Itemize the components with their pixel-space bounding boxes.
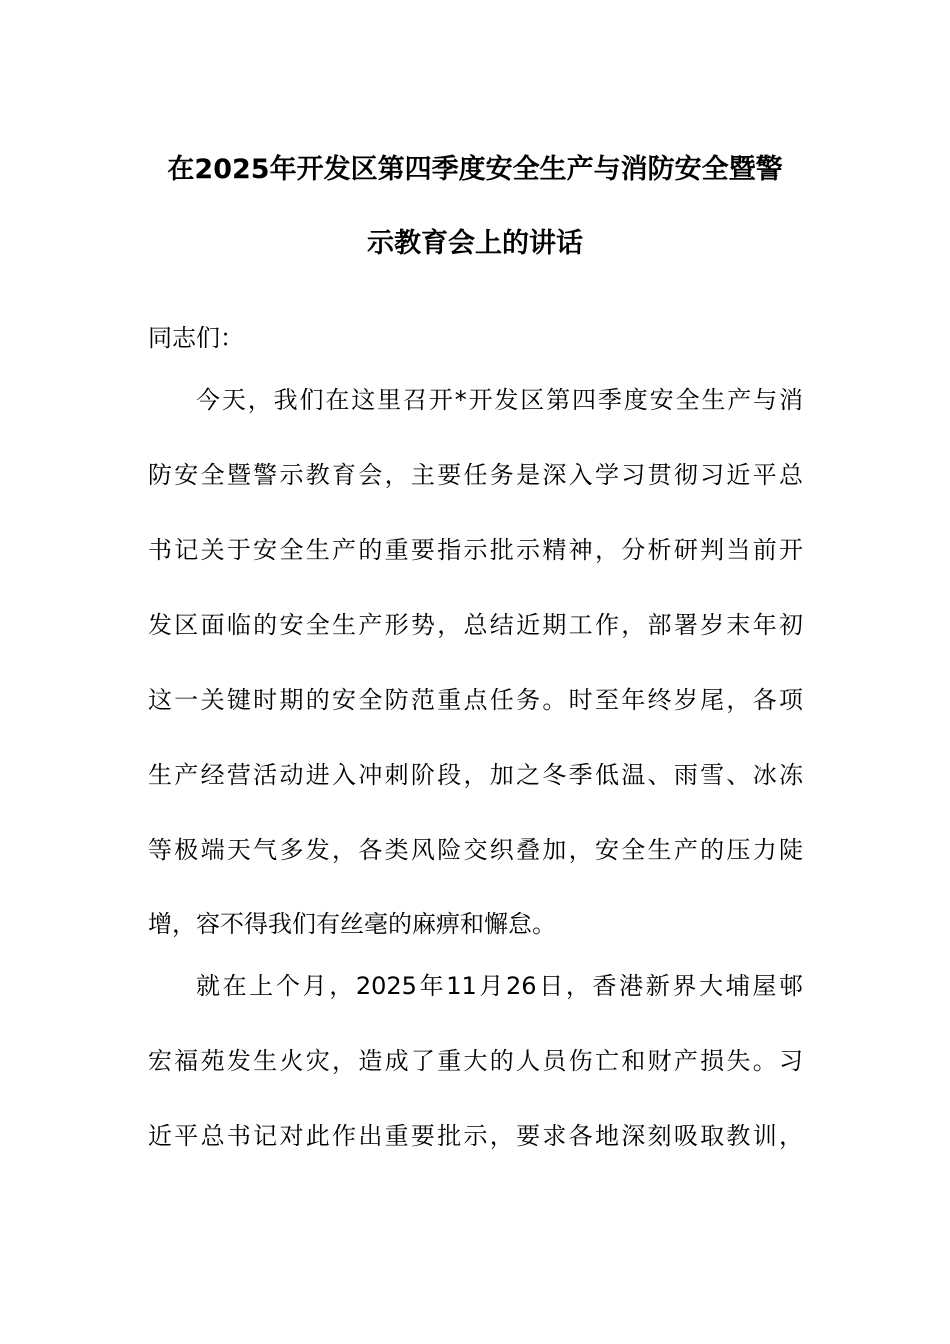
paragraph-2-line: 宏福苑发生火灾，造成了重大的人员伤亡和财产损失。习 <box>148 1047 803 1075</box>
document-title-line-1: 在2025年开发区第四季度安全生产与消防安全暨警 <box>167 154 783 185</box>
paragraph-1-line: 增，容不得我们有丝毫的麻痹和懈怠。 <box>148 910 556 938</box>
paragraph-2-line: 就在上个月，2025年11月26日，香港新界大埔屋邨 <box>196 972 803 1000</box>
document-title-line-2: 示教育会上的讲话 <box>367 228 583 259</box>
paragraph-1-line: 防安全暨警示教育会，主要任务是深入学习贯彻习近平总 <box>148 461 803 489</box>
paragraph-1-line: 这一关键时期的安全防范重点任务。时至年终岁尾，各项 <box>148 686 803 714</box>
paragraph-1-line: 今天，我们在这里召开*开发区第四季度安全生产与消 <box>196 386 803 414</box>
paragraph-1-line: 生产经营活动进入冲刺阶段，加之冬季低温、雨雪、冰冻 <box>148 761 803 789</box>
paragraph-2-line: 近平总书记对此作出重要批示，要求各地深刻吸取教训， <box>148 1122 803 1150</box>
paragraph-1-line: 书记关于安全生产的重要指示批示精神，分析研判当前开 <box>148 536 803 564</box>
paragraph-1-line: 发区面临的安全生产形势，总结近期工作，部署岁末年初 <box>148 611 803 639</box>
paragraph-1-line: 等极端天气多发，各类风险交织叠加，安全生产的压力陡 <box>148 836 803 864</box>
salutation: 同志们： <box>148 324 244 352</box>
